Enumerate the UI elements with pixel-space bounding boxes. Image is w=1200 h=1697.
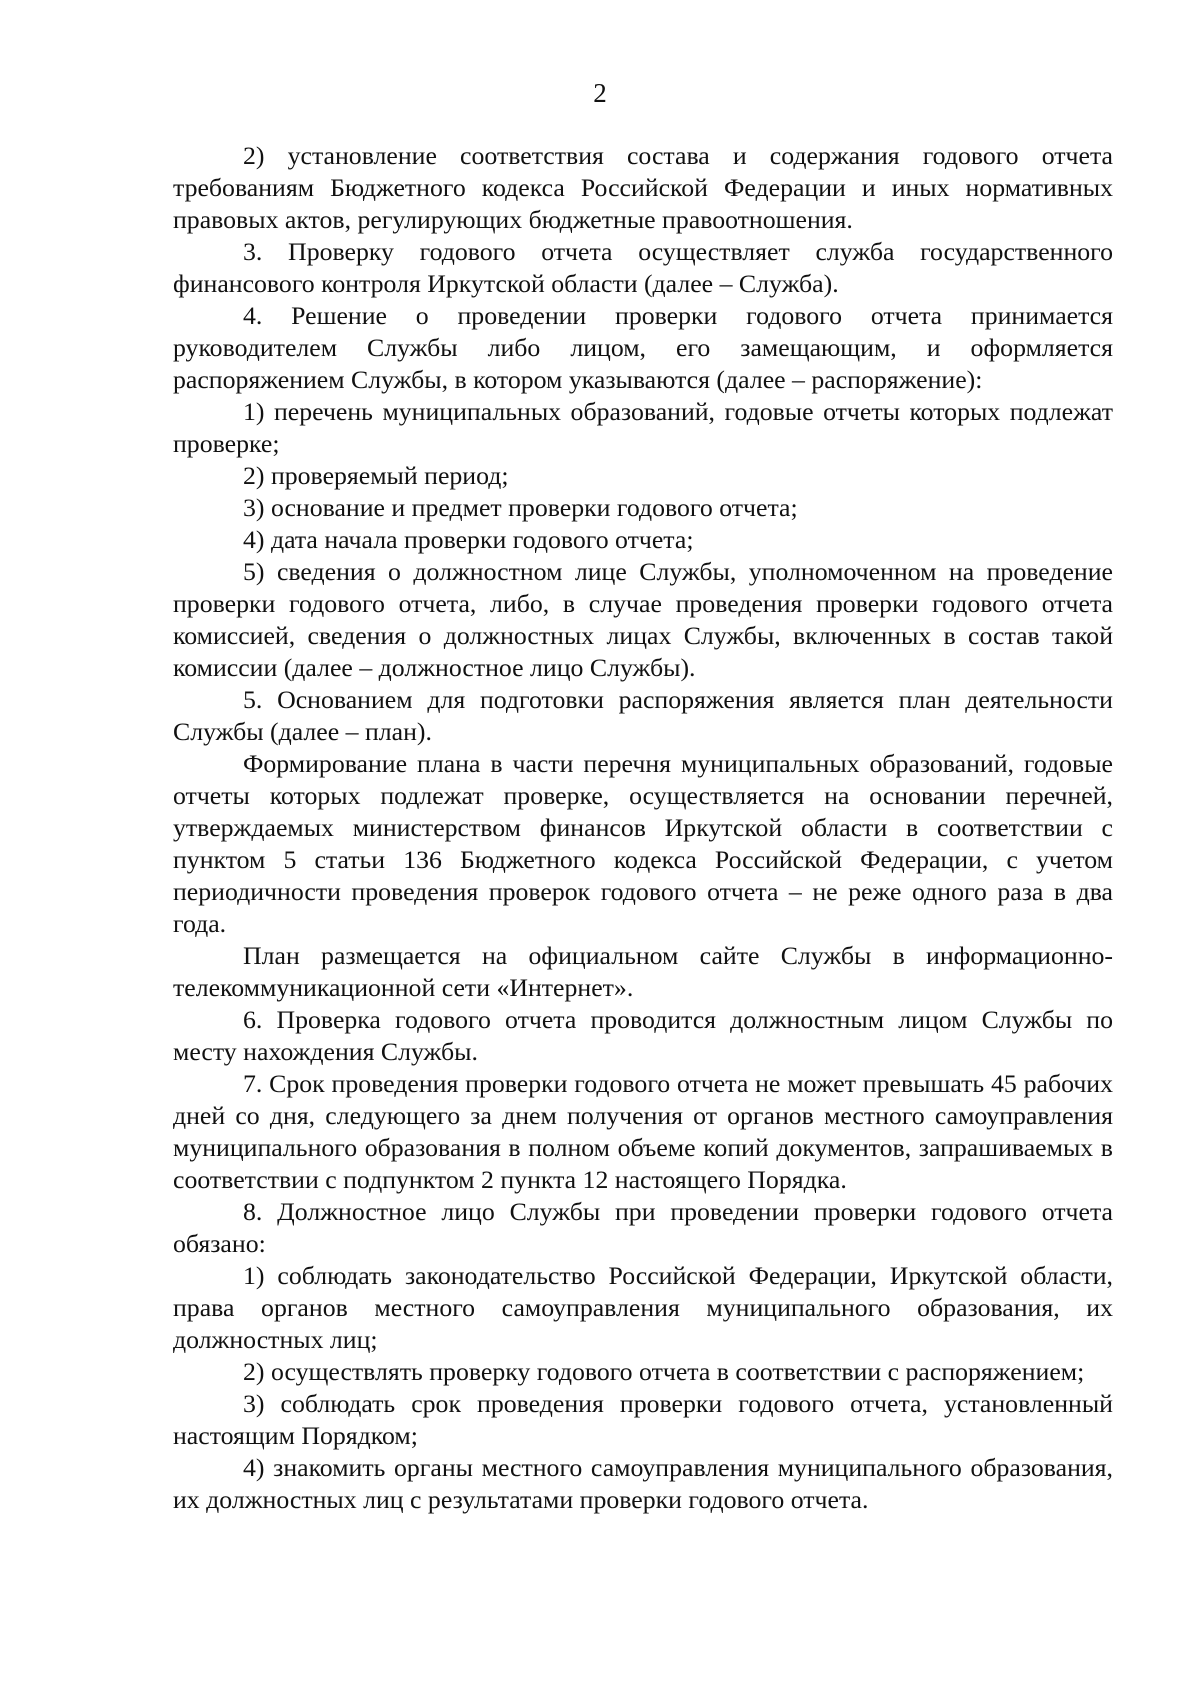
paragraph: 4. Решение о проведении проверки годового отчета принимается руководителем Службы либо лицом, его замещающим, и оформляется распоряжением Службы, в котором указываются (далее – распоряжение): (173, 301, 1113, 394)
paragraph: План размещается на официальном сайте Службы в информационно-телекоммуникационной сети «Интернет». (173, 941, 1113, 1002)
paragraph: 4) дата начала проверки годового отчета; (243, 525, 694, 554)
paragraph: 5. Основанием для подготовки распоряжения является план деятельности Службы (далее – план). (173, 685, 1113, 746)
paragraph: 1) перечень муниципальных образований, годовые отчеты которых подлежат проверке; (173, 397, 1113, 458)
paragraph: 6. Проверка годового отчета проводится должностным лицом Службы по месту нахождения Службы. (173, 1005, 1113, 1066)
paragraph: 2) осуществлять проверку годового отчета в соответствии с распоряжением; (243, 1357, 1085, 1386)
paragraph: 5) сведения о должностном лице Службы, уполномоченном на проведение проверки годового отчета, либо, в случае проведения проверки годового отчета комиссией, сведения о должностных лицах Службы, включенных в состав такой комиссии (далее – должностное лицо Службы). (173, 557, 1113, 682)
paragraph: 2) проверяемый период; (243, 461, 509, 490)
document-body (173, 140, 1113, 1516)
paragraph: 2) установление соответствия состава и содержания годового отчета требованиям Бюджетного кодекса Российской Федерации и иных нормативных правовых актов, регулирующих бюджетные правоотношения. (173, 141, 1113, 234)
paragraph: 3) основание и предмет проверки годового отчета; (243, 493, 798, 522)
paragraph: 3) соблюдать срок проведения проверки годового отчета, установленный настоящим Порядком; (173, 1389, 1113, 1450)
paragraph: Формирование плана в части перечня муниципальных образований, годовые отчеты которых подлежат проверке, осуществляется на основании перечней, утверждаемых министерством финансов Иркутской области в соответствии с пунктом 5 статьи 136 Бюджетного кодекса Российской Федерации, с учетом периодичности проведения проверок годового отчета – не реже одного раза в два года. (173, 749, 1113, 938)
paragraph: 4) знакомить органы местного самоуправления муниципального образования, их должностных лиц с результатами проверки годового отчета. (173, 1453, 1113, 1514)
page-number: 2 (593, 78, 607, 108)
paragraph: 8. Должностное лицо Службы при проведении проверки годового отчета обязано: (173, 1197, 1113, 1258)
paragraph: 1) соблюдать законодательство Российской Федерации, Иркутской области, права органов местного самоуправления муниципального образования, их должностных лиц; (173, 1261, 1113, 1354)
paragraph: 7. Срок проведения проверки годового отчета не может превышать 45 рабочих дней со дня, следующего за днем получения от органов местного самоуправления муниципального образования в полном объеме копий документов, запрашиваемых в соответствии с подпунктом 2 пункта 12 настоящего Порядка. (173, 1069, 1113, 1194)
paragraph: 3. Проверку годового отчета осуществляет служба государственного финансового контроля Иркутской области (далее – Служба). (173, 237, 1113, 298)
